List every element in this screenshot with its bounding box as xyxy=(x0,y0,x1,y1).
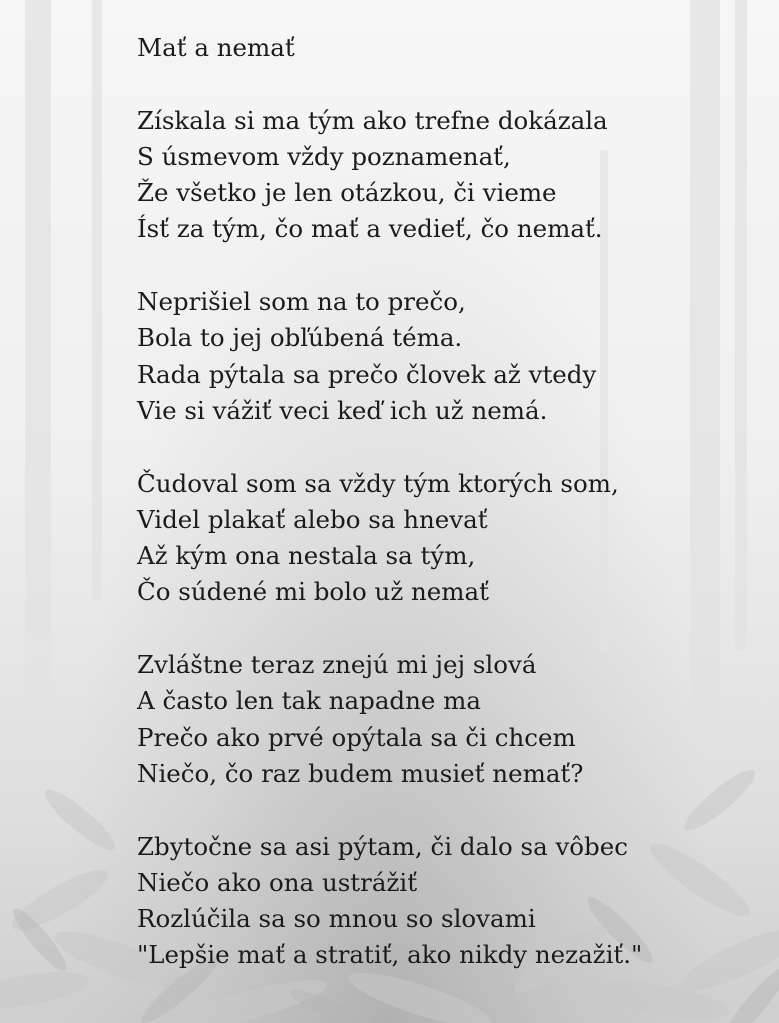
poem-line: Zvláštne teraz znejú mi jej slová xyxy=(137,650,537,680)
stanza xyxy=(137,103,757,248)
poem-line: Niečo ako ona ustrážiť xyxy=(137,867,418,897)
stanza xyxy=(137,284,757,429)
poem-line: Vie si vážiť veci keď ich už nemá. xyxy=(137,395,548,425)
poem-line: Neprišiel som na to prečo, xyxy=(137,287,466,317)
poem-line: S úsmevom vždy poznamenať, xyxy=(137,141,511,171)
stanza xyxy=(137,647,757,792)
poem-line: Že všetko je len otázkou, či vieme xyxy=(137,178,557,208)
poem-line: Ísť za tým, čo mať a vedieť, čo nemať. xyxy=(137,214,603,244)
poem-line: A často len tak napadne ma xyxy=(137,686,482,716)
poem-line: Rozlúčila sa so mnou so slovami xyxy=(137,904,536,934)
poem-title: Mať a nemať xyxy=(137,33,295,62)
poem-line: Niečo, čo raz budem musieť nemať? xyxy=(137,758,584,788)
poem-line: Prečo ako prvé opýtala sa či chcem xyxy=(137,722,576,752)
poem-line: Čo súdené mi bolo už nemať xyxy=(137,577,489,607)
poem-body xyxy=(137,30,757,1010)
poem-line: Videl plakať alebo sa hnevať xyxy=(137,504,488,534)
stanza xyxy=(137,829,757,974)
poem-line: Rada pýtala sa prečo človek až vtedy xyxy=(137,359,597,389)
stanza xyxy=(137,466,757,611)
poem-line: "Lepšie mať a stratiť, ako nikdy nezažiť." xyxy=(137,940,643,970)
poem-line: Bola to jej obľúbená téma. xyxy=(137,323,463,353)
poem-line: Zbytočne sa asi pýtam, či dalo sa vôbec xyxy=(137,831,628,861)
poem-line: Získala si ma tým ako trefne dokázala xyxy=(137,105,608,135)
poem-line: Čudoval som sa vždy tým ktorých som, xyxy=(137,468,619,498)
poem-line: Až kým ona nestala sa tým, xyxy=(137,541,476,571)
